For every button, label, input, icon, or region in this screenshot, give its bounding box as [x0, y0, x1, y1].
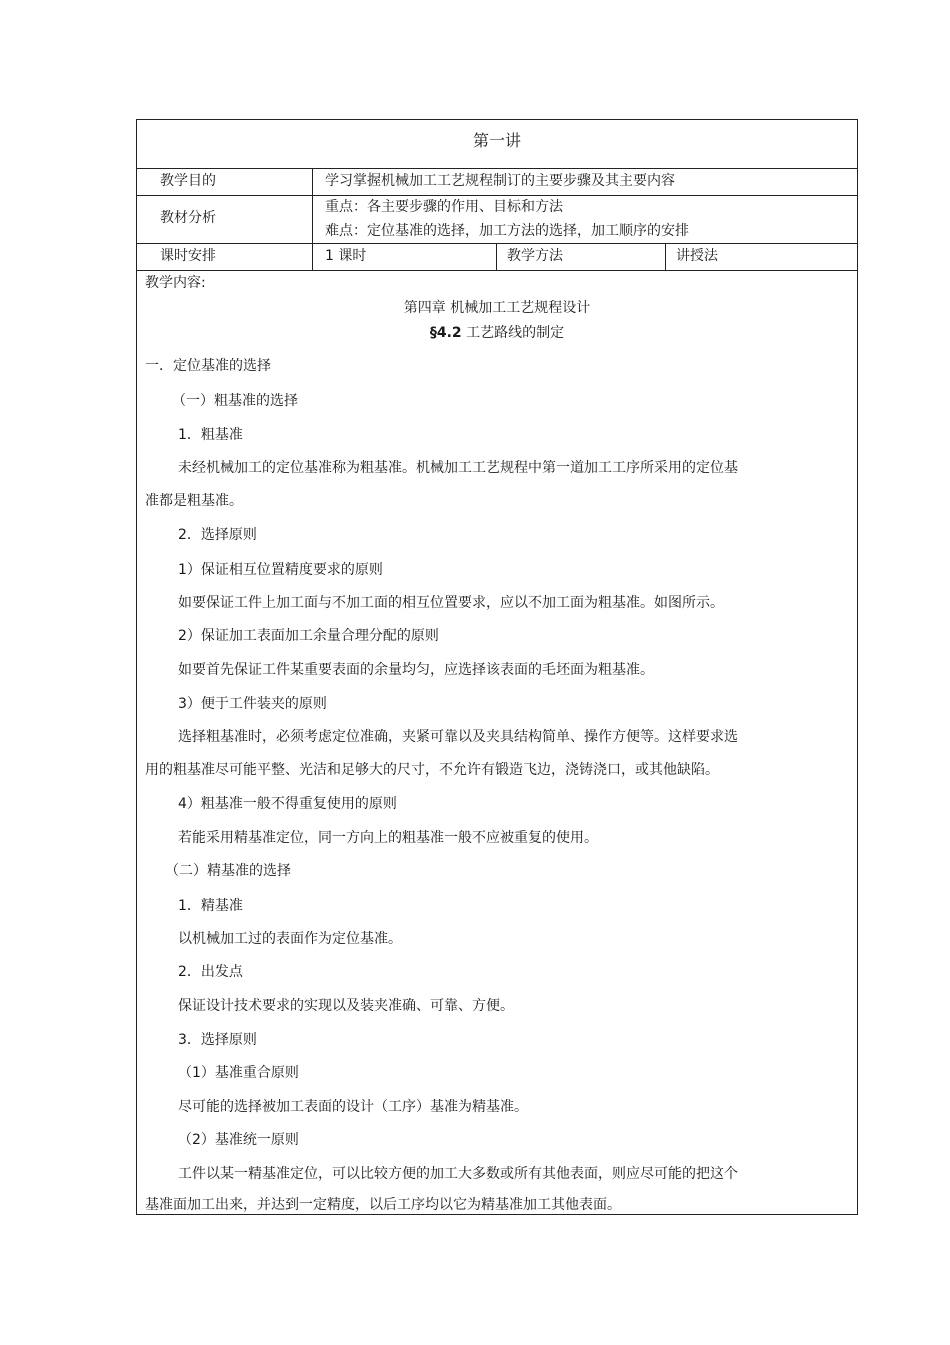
principle-heading: 1）保证相互位置精度要求的原则: [178, 562, 383, 578]
item-heading: 2．选择原则: [178, 527, 257, 543]
paragraph-line: 如要首先保证工件某重要表面的余量均匀，应选择该表面的毛坯面为粗基准。: [178, 662, 654, 678]
subheading: （一）粗基准的选择: [172, 393, 298, 409]
paragraph-line: 工件以某一精基准定位，可以比较方便的加工大多数或所有其他表面，则应尽可能的把这个: [178, 1166, 738, 1182]
paragraph-line: 基准面加工出来，并达到一定精度，以后工序均以它为精基准加工其他表面。: [145, 1197, 621, 1213]
paragraph-line: 尽可能的选择被加工表面的设计（工序）基准为精基准。: [178, 1099, 528, 1115]
table-rule: [136, 243, 858, 244]
method-value: 讲授法: [676, 248, 718, 264]
table-rule: [496, 243, 497, 270]
table-rule: [136, 270, 858, 271]
subheading: （二）精基准的选择: [165, 863, 291, 879]
table-rule: [136, 195, 858, 196]
goal-text: 学习掌握机械加工工艺规程制订的主要步骤及其主要内容: [325, 173, 675, 189]
paragraph-line: 以机械加工过的表面作为定位基准。: [178, 931, 402, 947]
paragraph-line: 选择粗基准时，必须考虑定位准确，夹紧可靠以及夹具结构简单、操作方便等。这样要求选: [178, 729, 738, 745]
item-heading: 2．出发点: [178, 964, 243, 980]
analysis-label: 教材分析: [160, 210, 216, 226]
hours-value: 1 课时: [325, 248, 367, 264]
table-rule: [136, 168, 858, 169]
key-point: 重点：各主要步骤的作用、目标和方法: [325, 199, 563, 215]
difficult-point: 难点：定位基准的选择，加工方法的选择，加工顺序的安排: [325, 223, 689, 239]
principle-heading: 3）便于工件装夹的原则: [178, 696, 327, 712]
chapter-heading: 第四章 机械加工工艺规程设计: [403, 300, 591, 316]
section-heading: [136, 323, 858, 343]
principle-heading: 2）保证加工表面加工余量合理分配的原则: [178, 628, 439, 644]
item-heading: 1．粗基准: [178, 427, 243, 443]
goal-label: 教学目的: [160, 173, 216, 189]
section-title: 工艺路线的制定: [461, 325, 565, 341]
table-rule: [665, 243, 666, 270]
principle-heading: 4）粗基准一般不得重复使用的原则: [178, 796, 397, 812]
item-heading: 1．精基准: [178, 898, 243, 914]
hours-label: 课时安排: [160, 248, 216, 264]
lecture-title: 第一讲: [472, 131, 521, 150]
table-rule: [312, 168, 313, 270]
method-label: 教学方法: [507, 248, 563, 264]
content-label: 教学内容:: [145, 275, 206, 291]
paragraph-line: 用的粗基准尽可能平整、光洁和足够大的尺寸，不允许有锻造飞边，浇铸浇口，或其他缺陷。: [145, 762, 719, 778]
paragraph-line: 未经机械加工的定位基准称为粗基准。机械加工工艺规程中第一道加工工序所采用的定位基: [178, 460, 738, 476]
item-heading: 3．选择原则: [178, 1032, 257, 1048]
paragraph-line: 若能采用精基准定位，同一方向上的粗基准一般不应被重复的使用。: [178, 830, 598, 846]
principle-heading: （2）基准统一原则: [178, 1132, 299, 1148]
section-number: §4.2: [429, 325, 462, 341]
paragraph-line: 保证设计技术要求的实现以及装夹准确、可靠、方便。: [178, 998, 514, 1014]
paragraph-line: 准都是粗基准。: [145, 493, 243, 509]
paragraph-line: 如要保证工件上加工面与不加工面的相互位置要求，应以不加工面为粗基准。如图所示。: [178, 595, 724, 611]
principle-heading: （1）基准重合原则: [178, 1065, 299, 1081]
heading-1: 一．定位基准的选择: [145, 358, 271, 374]
